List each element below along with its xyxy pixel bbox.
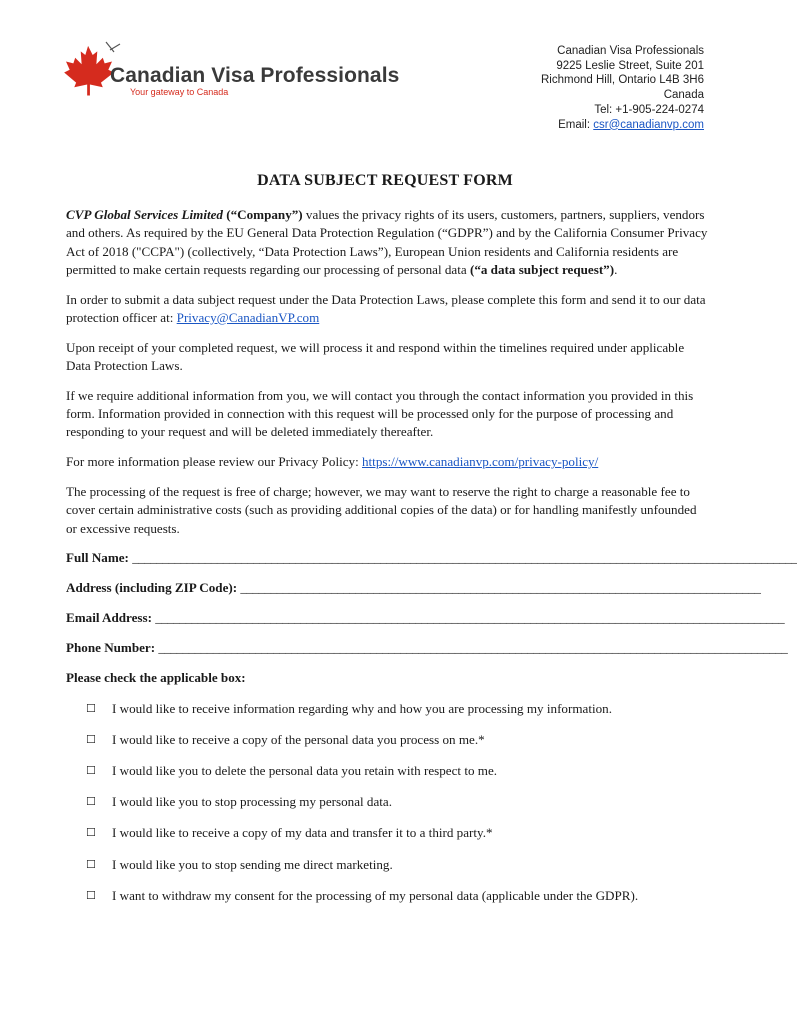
- form-body: [66, 206, 797, 918]
- checkbox[interactable]: ☐: [86, 732, 96, 746]
- fee-paragraph: The processing of the request is free of charge; however, we may want to reserve the right to charge a reasonable fee to cover certain administrative costs (such as providing additional copies of the data) or for handling manifestly unfounded or excessive requests.: [66, 484, 697, 536]
- logo-tagline: Your gateway to Canada: [130, 87, 229, 97]
- receipt-paragraph: Upon receipt of your completed request, we will process it and respond within the timelines required under applicable Data Protection Laws.: [66, 339, 685, 374]
- phone-field[interactable]: [66, 639, 788, 657]
- submit-text: In order to submit a data subject request under the Data Protection Laws, please complete this form and send it to our data protection officer at:: [66, 291, 706, 325]
- full-name-field[interactable]: [66, 549, 797, 567]
- checkbox[interactable]: ☐: [86, 701, 96, 715]
- option-label: I would like you to stop processing my personal data.: [112, 794, 393, 810]
- option-label: I would like to receive information regarding why and how you are processing my information.: [112, 700, 612, 716]
- phone-label: Phone Number:: [66, 640, 156, 656]
- option-stop-processing: [66, 793, 708, 811]
- intro-end: .: [614, 261, 618, 277]
- address-line-input[interactable]: ______________________________________________________________________________________: [240, 580, 761, 596]
- company-name: CVP Global Services Limited: [66, 207, 223, 222]
- checkbox[interactable]: ☐: [86, 857, 96, 871]
- contact-email-link[interactable]: csr@canadianvp.com: [593, 118, 704, 131]
- privacy-policy-link[interactable]: https://www.canadianvp.com/privacy-policy/: [362, 454, 599, 470]
- email-field-label: Email Address:: [66, 610, 152, 626]
- policy-text: For more information please review our Privacy Policy:: [66, 454, 362, 470]
- checkbox[interactable]: ☐: [86, 826, 96, 840]
- page-title: DATA SUBJECT REQUEST FORM: [257, 172, 513, 189]
- option-stop-marketing: [66, 856, 708, 874]
- additional-info-paragraph: If we require additional information from you, we will contact you through the contact information you provided in this form. Information provided in connection with this request will be processed only for the purpose of processing and responding to your request and will be deleted immediately thereafter.: [66, 387, 694, 440]
- email-label: Email:: [558, 118, 594, 131]
- address-label: Address (including ZIP Code):: [66, 580, 238, 596]
- privacy-email-link[interactable]: Privacy@CanadianVP.com: [176, 309, 320, 325]
- intro-text: values the privacy rights of its users, customers, partners, suppliers, vendors and others. As required by the EU General Data Protection Regulation (“GDPR”) and by the California Consumer Privacy Act of 2018 ("CCPA") (collectively, “Data Protection Laws”), European Union residents and California residents are permitted to make certain requests regarding our processing of personal data: [66, 207, 708, 277]
- full-name-label: Full Name:: [66, 550, 129, 566]
- checkbox[interactable]: ☐: [86, 764, 96, 778]
- address-field[interactable]: [66, 579, 761, 597]
- option-label: I would like you to stop sending me direct marketing.: [112, 856, 393, 872]
- policy-paragraph: [66, 453, 708, 471]
- company-logo: [62, 40, 422, 108]
- address-phone: Tel: +1-905-224-0274: [594, 103, 704, 116]
- full-name-line[interactable]: ______________________________________________________________________________________________________________: [132, 550, 797, 566]
- request-options: [66, 700, 708, 905]
- address-email-line: [541, 118, 704, 133]
- company-alias: (“Company”): [226, 207, 303, 222]
- option-delete: [66, 762, 708, 780]
- submit-paragraph: [66, 291, 708, 328]
- email-field[interactable]: [66, 609, 785, 627]
- option-label: I want to withdraw my consent for the processing of my personal data (applicable under the GDPR).: [112, 887, 639, 903]
- company-address: [541, 44, 704, 132]
- address-line: Canada: [663, 89, 704, 102]
- option-information: [66, 700, 708, 718]
- option-transfer: [66, 824, 708, 842]
- phone-line-input[interactable]: ________________________________________________________________________________________________________: [158, 640, 788, 656]
- address-line: Canadian Visa Professionals: [557, 45, 704, 57]
- option-label: I would like to receive a copy of my data and transfer it to a third party.*: [112, 825, 493, 841]
- checkbox[interactable]: ☐: [86, 795, 96, 809]
- request-term: (“a data subject request”): [469, 261, 615, 277]
- address-line: 9225 Leslie Street, Suite 201: [556, 59, 704, 72]
- option-label: I would like to receive a copy of the personal data you process on me.*: [112, 731, 485, 747]
- option-label: I would like you to delete the personal data you retain with respect to me.: [112, 763, 498, 779]
- logo-wordmark: Canadian Visa Professionals: [110, 64, 400, 87]
- address-line: Richmond Hill, Ontario L4B 3H6: [541, 74, 704, 87]
- email-line-input[interactable]: ________________________________________________________________________________________________________: [155, 610, 785, 626]
- checkbox[interactable]: ☐: [86, 888, 96, 902]
- option-withdraw-consent: [66, 887, 708, 905]
- checkbox-section-title: Please check the applicable box:: [66, 670, 246, 686]
- option-copy: [66, 731, 708, 749]
- intro-paragraph: [66, 206, 708, 279]
